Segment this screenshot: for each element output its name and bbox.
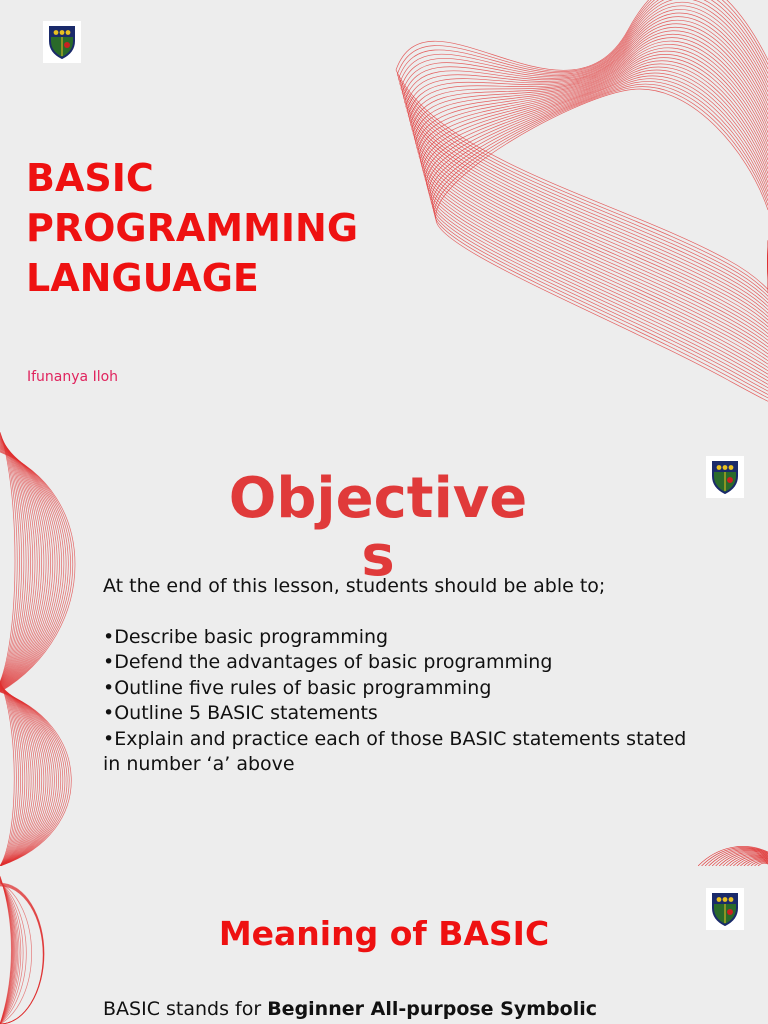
meaning-slide — [0, 866, 768, 1024]
meaning-prefix: BASIC stands for — [103, 998, 268, 1020]
objectives-body — [103, 574, 703, 778]
objective-item: •Describe basic programming — [103, 625, 389, 648]
heading-line: s — [361, 524, 395, 589]
objectives-list — [103, 625, 703, 778]
school-crest-icon — [706, 456, 744, 498]
meaning-heading: Meaning of BASIC — [218, 914, 550, 953]
school-crest-icon — [43, 21, 81, 63]
title-line: BASIC — [26, 156, 154, 200]
decorative-wave-top-right — [368, 0, 768, 432]
decorative-wave-left — [0, 432, 110, 866]
author-name: Ifunanya Iloh — [27, 369, 119, 385]
objectives-intro: At the end of this lesson, students should be able to; — [103, 575, 606, 597]
title-line: LANGUAGE — [26, 256, 259, 300]
objectives-heading — [218, 466, 538, 589]
meaning-body — [103, 998, 597, 1020]
title-line: PROGRAMMING — [26, 206, 359, 250]
presentation-title — [26, 153, 426, 303]
meaning-expansion: Beginner All-purpose Symbolic — [267, 998, 597, 1020]
objective-item: •Outline 5 BASIC statements — [103, 702, 378, 724]
objective-item: •Outline five rules of basic programming — [103, 676, 492, 699]
objective-item: •Defend the advantages of basic programming — [103, 651, 553, 673]
decorative-half-sphere — [698, 774, 768, 866]
heading-line: Objective — [228, 466, 528, 531]
title-slide — [0, 0, 768, 432]
objective-item: •Explain and practice each of those BASIC statements stated in number ‘a’ above — [103, 727, 687, 775]
objectives-slide — [0, 432, 768, 866]
